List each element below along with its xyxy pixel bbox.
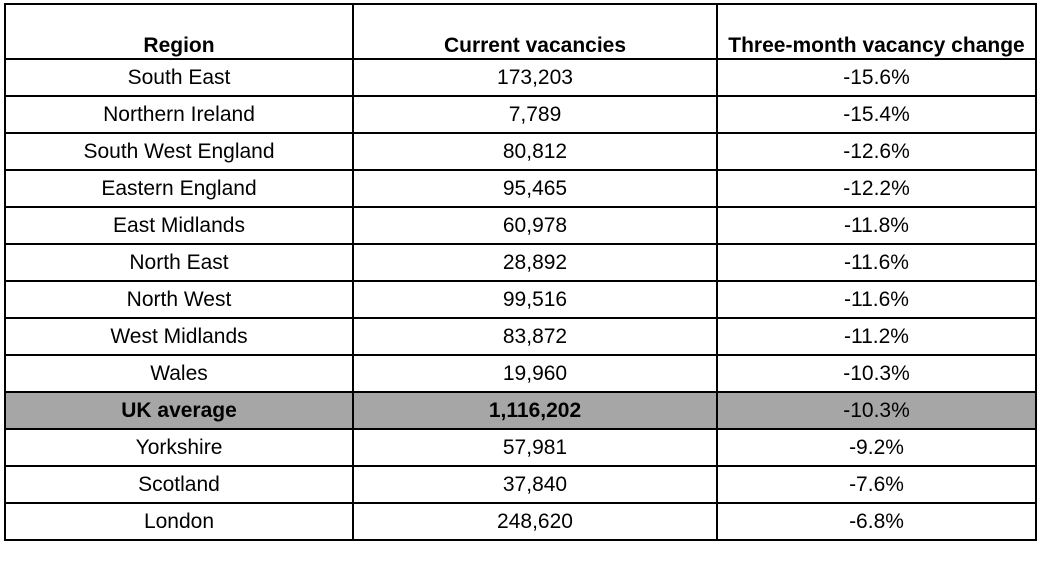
header-region: Region: [5, 4, 353, 59]
cell-vacancy-change: -15.4%: [717, 96, 1036, 133]
cell-vacancy-change: -9.2%: [717, 429, 1036, 466]
cell-current-vacancies: 95,465: [353, 170, 717, 207]
cell-region: West Midlands: [5, 318, 353, 355]
table-row: [5, 355, 1036, 392]
vacancy-table: [4, 3, 1037, 541]
cell-region: South East: [5, 59, 353, 96]
table-row: [5, 96, 1036, 133]
cell-vacancy-change: -11.6%: [717, 244, 1036, 281]
cell-current-vacancies: 19,960: [353, 355, 717, 392]
cell-current-vacancies: 1,116,202: [353, 392, 717, 429]
table-header-row: [5, 4, 1036, 59]
cell-region: Wales: [5, 355, 353, 392]
cell-vacancy-change: -12.6%: [717, 133, 1036, 170]
table-row: [5, 281, 1036, 318]
cell-vacancy-change: -11.6%: [717, 281, 1036, 318]
cell-region: London: [5, 503, 353, 540]
cell-current-vacancies: 28,892: [353, 244, 717, 281]
cell-vacancy-change: -10.3%: [717, 392, 1036, 429]
cell-current-vacancies: 7,789: [353, 96, 717, 133]
cell-current-vacancies: 80,812: [353, 133, 717, 170]
cell-region: UK average: [5, 392, 353, 429]
table-row: [5, 59, 1036, 96]
uk-average-row: [5, 392, 1036, 429]
cell-current-vacancies: 173,203: [353, 59, 717, 96]
cell-vacancy-change: -7.6%: [717, 466, 1036, 503]
table-row: [5, 503, 1036, 540]
table-row: [5, 133, 1036, 170]
table-row: [5, 318, 1036, 355]
cell-region: Northern Ireland: [5, 96, 353, 133]
cell-current-vacancies: 37,840: [353, 466, 717, 503]
cell-vacancy-change: -6.8%: [717, 503, 1036, 540]
cell-current-vacancies: 99,516: [353, 281, 717, 318]
cell-vacancy-change: -12.2%: [717, 170, 1036, 207]
table-row: [5, 466, 1036, 503]
cell-region: Eastern England: [5, 170, 353, 207]
table-row: [5, 244, 1036, 281]
header-three-month-change: Three-month vacancy change: [717, 4, 1036, 59]
header-current-vacancies: Current vacancies: [353, 4, 717, 59]
cell-region: North West: [5, 281, 353, 318]
cell-vacancy-change: -11.8%: [717, 207, 1036, 244]
cell-region: South West England: [5, 133, 353, 170]
table-row: [5, 429, 1036, 466]
cell-region: Scotland: [5, 466, 353, 503]
table-row: [5, 207, 1036, 244]
cell-current-vacancies: 57,981: [353, 429, 717, 466]
cell-current-vacancies: 83,872: [353, 318, 717, 355]
table-row: [5, 170, 1036, 207]
cell-vacancy-change: -15.6%: [717, 59, 1036, 96]
cell-vacancy-change: -10.3%: [717, 355, 1036, 392]
cell-region: East Midlands: [5, 207, 353, 244]
cell-region: North East: [5, 244, 353, 281]
cell-vacancy-change: -11.2%: [717, 318, 1036, 355]
cell-current-vacancies: 60,978: [353, 207, 717, 244]
cell-current-vacancies: 248,620: [353, 503, 717, 540]
cell-region: Yorkshire: [5, 429, 353, 466]
